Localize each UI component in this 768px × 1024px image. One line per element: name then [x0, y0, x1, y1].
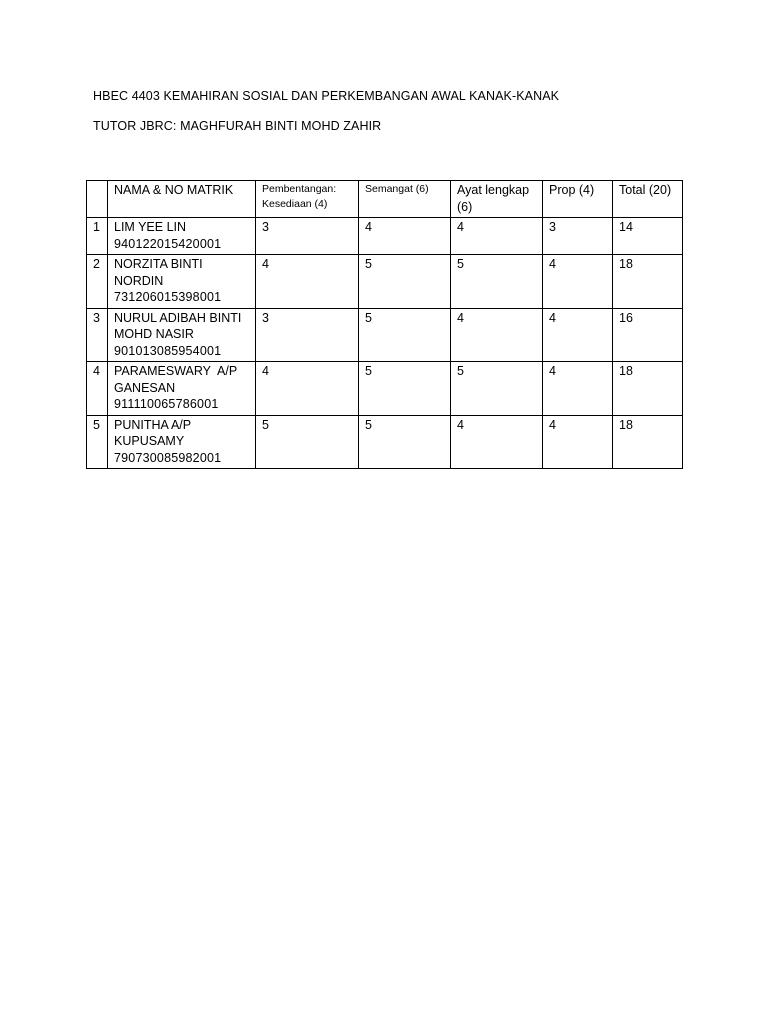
- score-ayat-lengkap: 5: [451, 362, 543, 416]
- row-number: 3: [87, 308, 108, 362]
- row-number: 2: [87, 255, 108, 309]
- score-total: 18: [613, 415, 683, 469]
- student-name-cell: [108, 308, 256, 362]
- score-semangat: 5: [359, 362, 451, 416]
- score-prop: 4: [543, 308, 613, 362]
- header-ayat-lengkap: Ayat lengkap (6): [451, 181, 543, 218]
- row-number: 4: [87, 362, 108, 416]
- score-ayat-lengkap: 5: [451, 255, 543, 309]
- header-no: [87, 181, 108, 218]
- student-name-line: PUNITHA A/P: [114, 417, 192, 432]
- row-number: 5: [87, 415, 108, 469]
- student-name-line: LIM YEE LIN: [114, 220, 187, 234]
- student-name-cell: [108, 255, 256, 309]
- table-row: [87, 362, 683, 416]
- student-name-cell: [108, 415, 256, 469]
- score-prop: 4: [543, 362, 613, 416]
- score-pembentangan: 4: [256, 362, 359, 416]
- table-row: [87, 255, 683, 309]
- document-title: HBEC 4403 KEMAHIRAN SOSIAL DAN PERKEMBANGAN AWAL KANAK-KANAK: [93, 89, 560, 103]
- score-prop: 4: [543, 255, 613, 309]
- score-semangat: 5: [359, 255, 451, 309]
- student-name-line: NORZITA BINTI: [114, 257, 203, 271]
- table-row: [87, 415, 683, 469]
- student-name-cell: [108, 362, 256, 416]
- student-name-line: PARAMESWARY A/P: [114, 364, 238, 378]
- score-ayat-lengkap: 4: [451, 415, 543, 469]
- score-pembentangan: 4: [256, 255, 359, 309]
- header-total: Total (20): [613, 181, 683, 218]
- score-semangat: 5: [359, 415, 451, 469]
- score-total: 18: [613, 255, 683, 309]
- score-total: 18: [613, 362, 683, 416]
- matric-number: 901013085954001: [114, 343, 222, 358]
- header-semangat: Semangat (6): [359, 181, 451, 218]
- student-name-line: KUPUSAMY: [114, 434, 185, 448]
- score-pembentangan: 3: [256, 218, 359, 255]
- student-name-line: NURUL ADIBAH BINTI: [114, 310, 242, 325]
- score-pembentangan: 5: [256, 415, 359, 469]
- score-prop: 4: [543, 415, 613, 469]
- table-row: [87, 218, 683, 255]
- score-total: 14: [613, 218, 683, 255]
- matric-number: 790730085982001: [114, 450, 222, 465]
- row-number: 1: [87, 218, 108, 255]
- score-pembentangan: 3: [256, 308, 359, 362]
- student-name-cell: [108, 218, 256, 255]
- score-table: [86, 180, 683, 469]
- student-name-line: MOHD NASIR: [114, 327, 194, 341]
- score-total: 16: [613, 308, 683, 362]
- table-header-row: [87, 181, 683, 218]
- score-prop: 3: [543, 218, 613, 255]
- table-row: [87, 308, 683, 362]
- matric-number: 911110065786001: [114, 397, 219, 411]
- score-ayat-lengkap: 4: [451, 308, 543, 362]
- matric-number: 731206015398001: [114, 290, 222, 304]
- tutor-line: TUTOR JBRC: MAGHFURAH BINTI MOHD ZAHIR: [93, 119, 382, 133]
- header-pembentangan: Pembentangan: Kesediaan (4): [256, 181, 359, 218]
- header-name: NAMA & NO MATRIK: [108, 181, 256, 218]
- score-semangat: 4: [359, 218, 451, 255]
- score-ayat-lengkap: 4: [451, 218, 543, 255]
- matric-number: 940122015420001: [114, 236, 222, 251]
- student-name-line: NORDIN: [114, 273, 164, 288]
- score-semangat: 5: [359, 308, 451, 362]
- student-name-line: GANESAN: [114, 380, 176, 395]
- header-prop: Prop (4): [543, 181, 613, 218]
